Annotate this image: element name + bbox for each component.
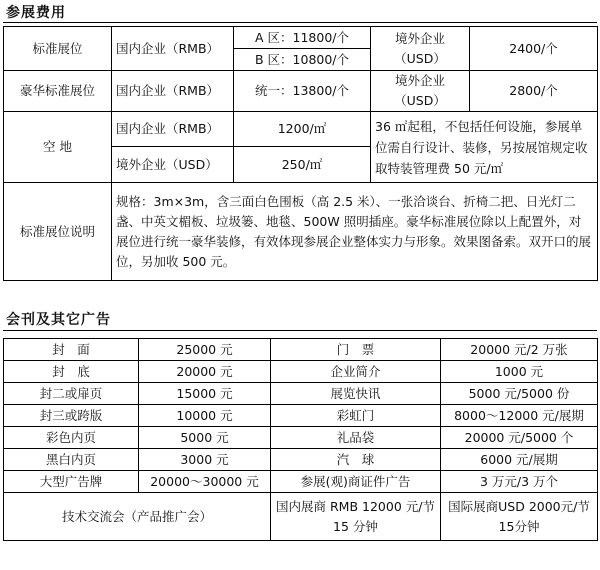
section-title-exhibition-fees: 参展费用	[6, 5, 66, 21]
table-row	[4, 27, 598, 49]
ad-item-cell: 展览快讯	[271, 383, 441, 405]
section-divider	[3, 22, 597, 23]
ad-price-cell: 1000 元	[441, 361, 598, 383]
table-row	[4, 339, 598, 361]
currency-cell: 国内企业（RMB）	[112, 112, 234, 147]
booth-type-cell: 豪华标准展位	[4, 71, 112, 112]
ad-item-cell: 封 面	[4, 339, 139, 361]
table-row	[4, 361, 598, 383]
exhibition-fees-table	[3, 26, 598, 281]
ad-price-cell: 10000 元	[139, 405, 271, 427]
ad-item-cell: 企业简介	[271, 361, 441, 383]
ad-price-cell: 5000 元	[139, 427, 271, 449]
table-row	[4, 493, 598, 541]
table-row	[4, 183, 598, 281]
ad-item-cell: 礼品袋	[271, 427, 441, 449]
price-cell: 2400/个	[470, 27, 598, 71]
table-row	[4, 449, 598, 471]
ad-price-cell: 3000 元	[139, 449, 271, 471]
currency-cell: 境外企业（USD）	[371, 71, 470, 112]
ad-price-cell: 20000 元/5000 个	[441, 427, 598, 449]
price-cell: B 区：10800/个	[234, 49, 371, 71]
ad-price-cell: 国内展商 RMB 12000 元/节 15 分钟	[271, 493, 441, 541]
ad-price-cell: 5000 元/5000 份	[441, 383, 598, 405]
booth-type-cell: 标准展位说明	[4, 183, 112, 281]
currency-cell: 国内企业（RMB）	[112, 71, 234, 112]
booth-description: 规格：3m×3m，含三面白色围板（高 2.5 米）、一张洽谈台、折椅二把、日光灯二盏、中英文楣板、垃圾篓、地毯、500W 照明插座。豪华标准展位除以上配置外，对展位进行统一豪华装修，有效体现参展企业整体实力与形象。效果图备索。双开口的展位，另加收 500 元。	[112, 183, 598, 281]
ad-price-cell: 25000 元	[139, 339, 271, 361]
booth-type-cell: 标准展位	[4, 27, 112, 71]
ad-item-cell: 封二或扉页	[4, 383, 139, 405]
price-cell: 250/㎡	[234, 147, 371, 183]
table-row	[4, 405, 598, 427]
section-divider	[3, 330, 597, 331]
currency-cell: 境外企业（USD）	[112, 147, 234, 183]
ad-price-cell: 20000 元/2 万张	[441, 339, 598, 361]
ad-item-cell: 门 票	[271, 339, 441, 361]
price-cell: 1200/㎡	[234, 112, 371, 147]
ad-item-cell: 技术交流会（产品推广会）	[4, 493, 271, 541]
ad-price-cell: 3 万元/3 万个	[441, 471, 598, 493]
ad-item-cell: 参展(观)商证件广告	[271, 471, 441, 493]
advertising-table	[3, 338, 598, 541]
ad-item-cell: 封三或跨版	[4, 405, 139, 427]
table-row	[4, 383, 598, 405]
price-cell: 统一：13800/个	[234, 71, 371, 112]
ad-item-cell: 大型广告牌	[4, 471, 139, 493]
ad-price-cell: 8000～12000 元/展期	[441, 405, 598, 427]
table-row	[4, 471, 598, 493]
ad-price-cell: 国际展商USD 2000元/节 15分钟	[441, 493, 598, 541]
ad-item-cell: 彩色内页	[4, 427, 139, 449]
table-row	[4, 71, 598, 112]
table-row	[4, 112, 598, 147]
price-cell: 2800/个	[470, 71, 598, 112]
currency-cell: 国内企业（RMB）	[112, 27, 234, 71]
ad-item-cell: 彩虹门	[271, 405, 441, 427]
ad-price-cell: 6000 元/展期	[441, 449, 598, 471]
ad-item-cell: 封 底	[4, 361, 139, 383]
ad-price-cell: 20000 元	[139, 361, 271, 383]
ad-price-cell: 15000 元	[139, 383, 271, 405]
price-cell: A 区：11800/个	[234, 27, 371, 49]
ad-item-cell: 汽 球	[271, 449, 441, 471]
section-title-advertising: 会刊及其它广告	[6, 312, 111, 328]
ad-item-cell: 黑白内页	[4, 449, 139, 471]
booth-type-cell: 空 地	[4, 112, 112, 183]
ad-price-cell: 20000～30000 元	[139, 471, 271, 493]
space-note: 36 ㎡起租，不包括任何设施，参展单位需自行设计、装修，另按展馆规定收取特装管理费 50 元/㎡	[371, 112, 598, 183]
currency-cell: 境外企业（USD）	[371, 27, 470, 71]
table-row	[4, 427, 598, 449]
